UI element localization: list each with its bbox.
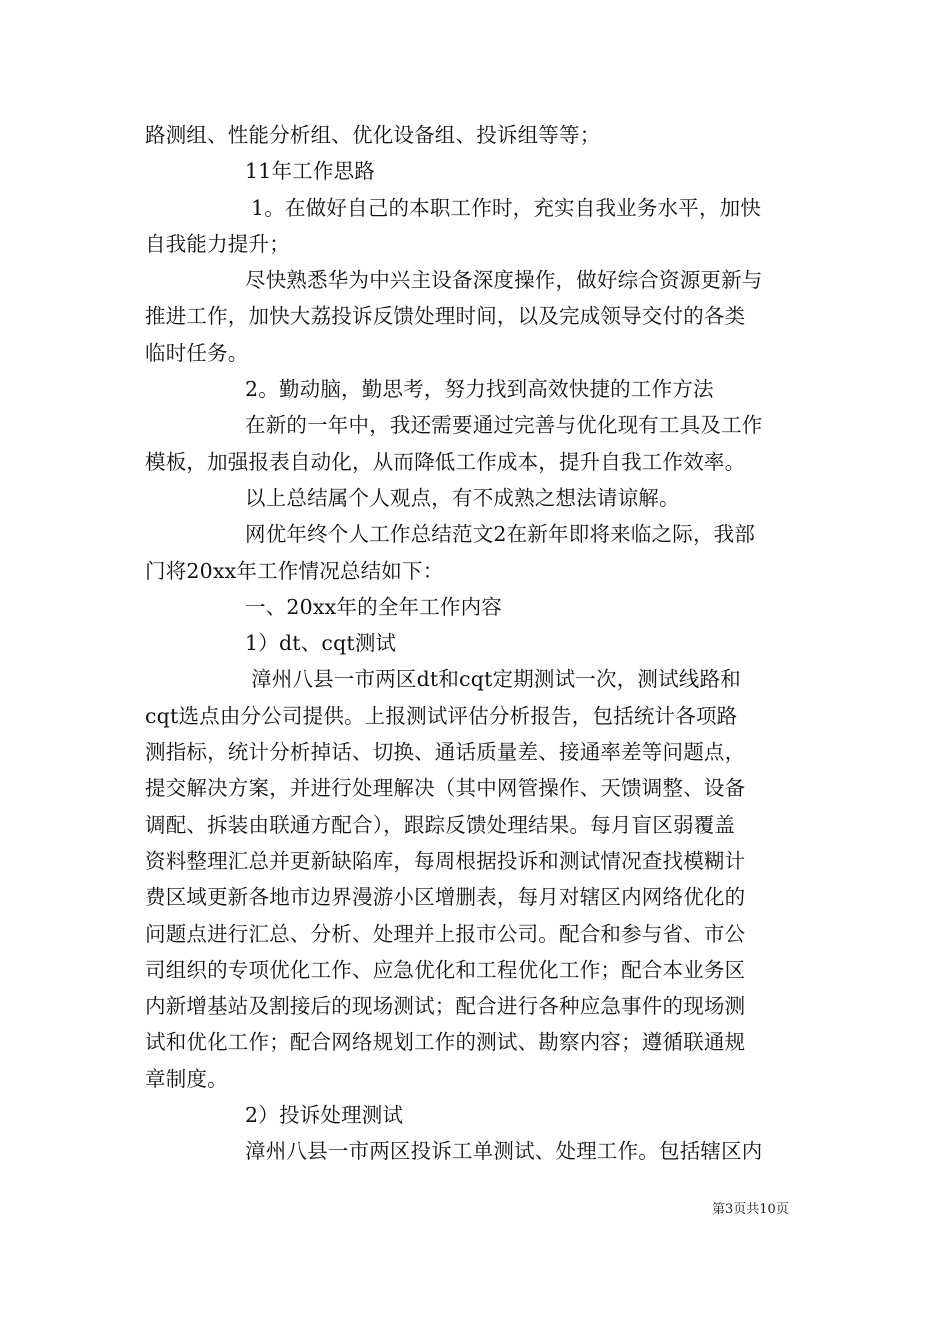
text-line: 漳州八县一市两区dt和cqt定期测试一次，测试线路和 — [251, 667, 741, 692]
text-line: 在新的一年中，我还需要通过完善与优化现有工具及工作 — [245, 413, 763, 438]
text-line: 网优年终个人工作总结范文2在新年即将来临之际，我部 — [245, 522, 756, 547]
section-heading: 11年工作思路 — [245, 159, 375, 184]
text-line: 内新增基站及割接后的现场测试；配合进行各种应急事件的现场测 — [145, 994, 746, 1019]
text-line: 费区域更新各地市边界漫游小区增删表，每月对辖区内网络优化的 — [145, 885, 746, 910]
text-line: 资料整理汇总并更新缺陷库，每周根据投诉和测试情况查找模糊计 — [145, 848, 746, 873]
text-line: 模板，加强报表自动化，从而降低工作成本，提升自我工作效率。 — [145, 449, 746, 474]
text-line: 漳州八县一市两区投诉工单测试、处理工作。包括辖区内 — [245, 1139, 763, 1164]
section-heading: 一、20xx年的全年工作内容 — [245, 594, 503, 619]
text-line: 试和优化工作；配合网络规划工作的测试、勘察内容；遵循联通规 — [145, 1030, 746, 1055]
text-line: 门将20xx年工作情况总结如下： — [145, 558, 444, 583]
text-line: 自我能力提升； — [145, 231, 290, 256]
text-line: 2。勤动脑，勤思考，努力找到高效快捷的工作方法 — [245, 377, 714, 402]
text-line: 1。在做好自己的本职工作时，充实自我业务水平，加快 — [251, 195, 762, 220]
text-line: 推进工作，加快大荔投诉反馈处理时间，以及完成领导交付的各类 — [145, 304, 746, 329]
text-line: 提交解决方案，并进行处理解决（其中网管操作、天馈调整、设备 — [145, 776, 746, 801]
document-body — [145, 117, 810, 1170]
text-line: 调配、拆装由联通方配合），跟踪反馈处理结果。每月盲区弱覆盖 — [145, 812, 736, 837]
text-line: cqt选点由分公司提供。上报测试评估分析报告，包括统计各项路 — [145, 703, 738, 728]
text-line: 路测组、性能分析组、优化设备组、投诉组等等； — [145, 123, 601, 147]
text-line: 尽快熟悉华为中兴主设备深度操作，做好综合资源更新与 — [245, 268, 763, 293]
text-line: 以上总结属个人观点，有不成熟之想法请谅解。 — [245, 485, 680, 510]
section-heading: 1）dt、cqt测试 — [245, 631, 397, 656]
section-heading: 2）投诉处理测试 — [245, 1103, 404, 1128]
text-line: 测指标，统计分析掉话、切换、通话质量差、接通率差等问题点， — [145, 740, 746, 765]
text-line: 问题点进行汇总、分析、处理并上报市公司。配合和参与省、市公 — [145, 921, 746, 946]
text-line: 司组织的专项优化工作、应急优化和工程优化工作；配合本业务区 — [145, 957, 746, 982]
text-line: 章制度。 — [145, 1066, 228, 1091]
text-line: 临时任务。 — [145, 340, 249, 365]
page-number: 第3页共10页 — [712, 1202, 789, 1217]
